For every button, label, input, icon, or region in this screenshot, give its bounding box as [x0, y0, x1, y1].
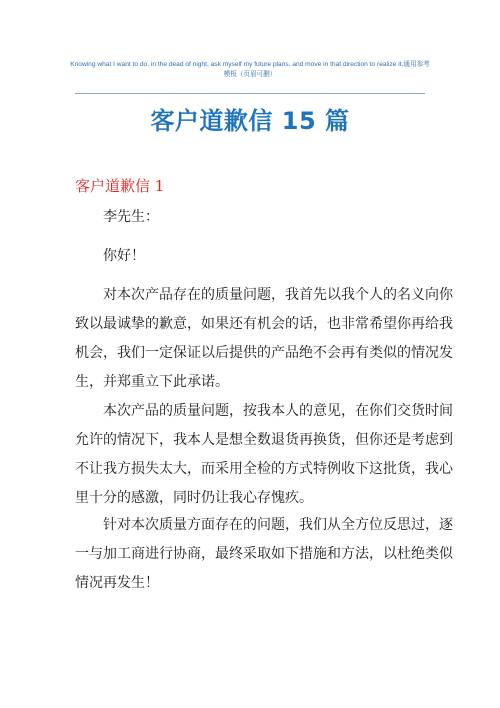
page-header-tagline: Knowing what I want to do, in the dead of night, ask myself my future plans, and move in that direction to realize it.通用参考模板（页眉可删）	[70, 61, 430, 78]
greeting	[75, 242, 455, 271]
paragraph-1	[75, 281, 453, 397]
paragraph-3	[75, 511, 453, 598]
document-title: 客户道歉信 15 篇	[150, 107, 350, 135]
paragraph-line: 对本次产品存在的质量问题，我首先以我个人的名义向你	[103, 287, 453, 303]
section-heading: 客户道歉信 1	[75, 177, 165, 195]
paragraph-line: 致以最诚挚的歉意，如果还有机会的话，也非常希望你再给我	[75, 316, 453, 332]
salutation	[75, 203, 455, 232]
paragraph-line: 本次产品的质量问题，按我本人的意见，在你们交货时间	[103, 403, 453, 419]
greeting-text: 你好！	[103, 248, 145, 264]
paragraph-line: 一与加工商进行协商，最终采取如下措施和方法，以杜绝类似	[75, 546, 453, 562]
paragraph-line: 生，并郑重立下此承诺。	[75, 374, 229, 390]
salutation-name: 李先生：	[103, 209, 159, 225]
header-divider	[75, 93, 425, 94]
paragraph-line: 允许的情况下，我本人是想全数退货再换货，但你还是考虑到	[75, 432, 453, 448]
paragraph-line: 针对本次质量方面存在的问题，我们从全方位反思过，逐	[103, 517, 453, 533]
paragraph-line: 机会，我们一定保证以后提供的产品绝不会再有类似的情况发	[75, 345, 453, 361]
paragraph-line: 里十分的感激，同时仍让我心存愧疚。	[75, 490, 313, 506]
paragraph-line: 情况再发生！	[75, 575, 159, 591]
paragraph-line: 不让我方损失太大，而采用全检的方式特例收下这批货，我心	[75, 461, 453, 477]
paragraph-2	[75, 397, 453, 513]
